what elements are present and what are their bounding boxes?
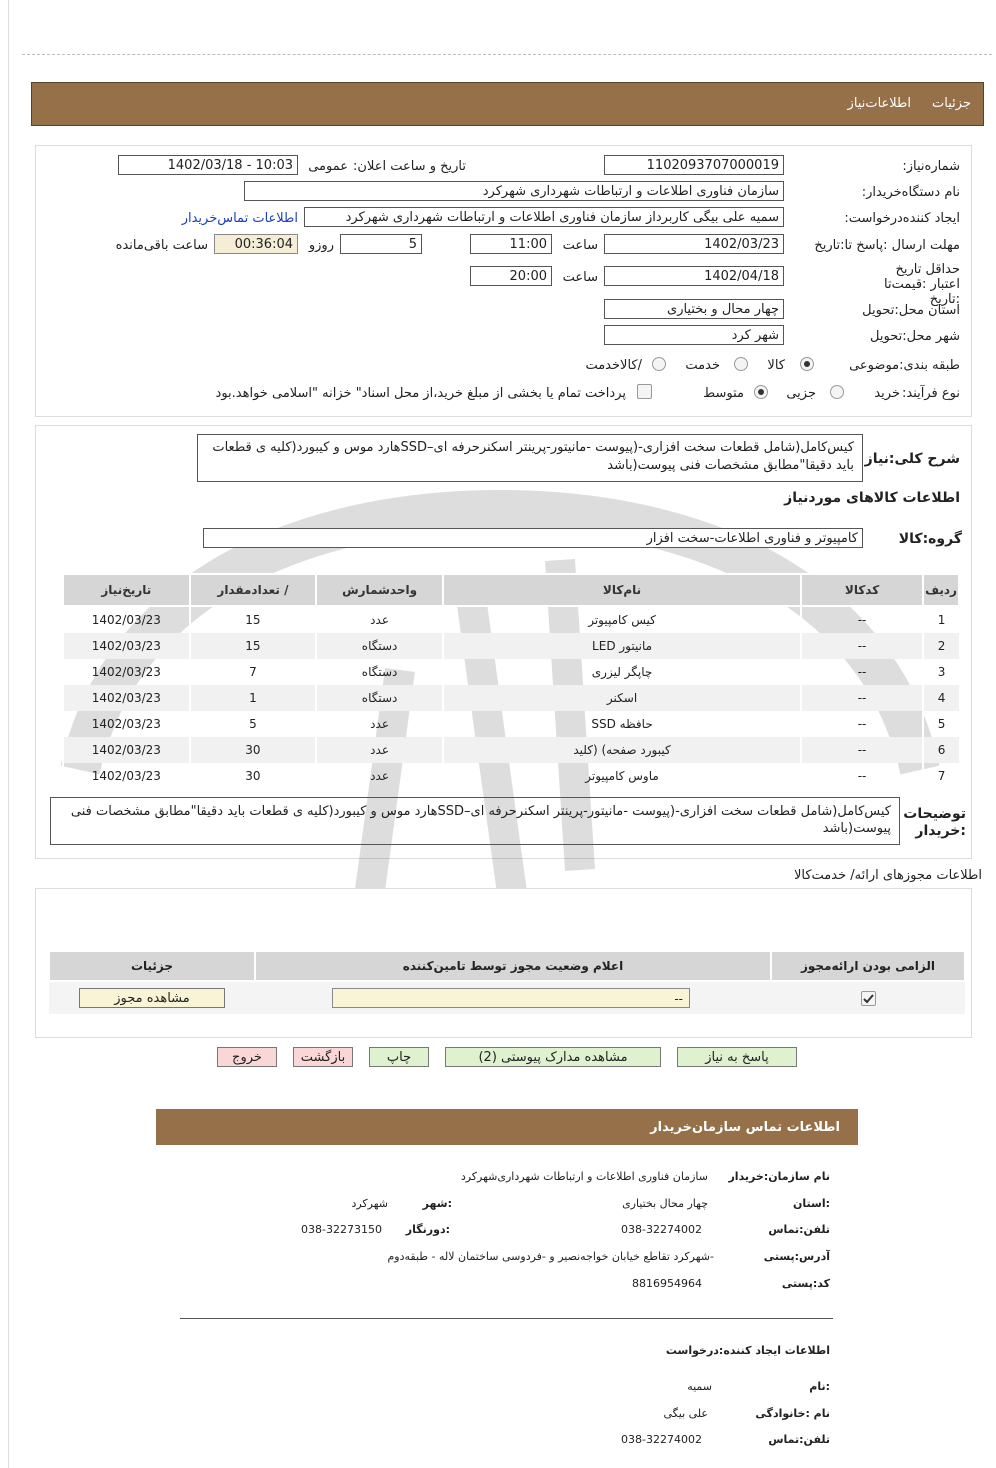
name-value: سمیه [687, 1380, 712, 1393]
cell-date: 1402/03/23 [63, 737, 190, 763]
page-left-border [8, 0, 9, 1468]
tab-info[interactable]: اطلاعات‌نیاز [847, 96, 911, 111]
required-checkbox[interactable] [861, 991, 876, 1006]
org-label: نام سازمان:خریدار [728, 1170, 830, 1183]
announce-label: تاریخ و ساعت اعلان: [353, 159, 466, 174]
cell-date: 1402/03/23 [63, 763, 190, 789]
province-field: چهار محال و بختیاری [604, 299, 784, 319]
need-no-field: 1102093707000019 [604, 155, 784, 175]
buyer-field: سازمان فناوری اطلاعات و ارتباطات شهرداری شهرکرد [244, 181, 784, 201]
col-name: نام‌کالا [443, 574, 801, 606]
payment-checkbox[interactable] [637, 384, 652, 399]
creator-label: ایجاد کننده‌درخواست: [844, 211, 960, 226]
cell-row: 1 [923, 606, 959, 633]
category-both-radio[interactable] [652, 357, 666, 371]
top-divider [22, 54, 992, 55]
category-goods-label: کالا [767, 358, 785, 373]
org-value: سازمان فناوری اطلاعات و ارتباطات شهرداری‌شهرکرد [460, 1170, 708, 1183]
remaining-label: ساعت باقی‌مانده [115, 238, 208, 253]
cell-qty: 5 [190, 711, 317, 737]
requester-title: اطلاعات ایجاد کننده:درخواست [665, 1344, 830, 1357]
cell-code: -- [801, 606, 923, 633]
notes-field: کیس‌کامل(شامل قطعات سخت افزاری-(پیوست -مانیتور-پرینتر اسکنرحرفه ای–SSDهارد موس و کیبورد(کلیه ی قطعات باید دقیقا"مطابق مشخصات فنی پیوست(باشد [50, 797, 900, 845]
col-row: ردیف [923, 574, 959, 606]
cell-row: 4 [923, 685, 959, 711]
license-row [49, 981, 965, 1014]
attachments-button[interactable]: مشاهده مدارک پیوستی (2) [445, 1047, 661, 1067]
days-label: روزو [308, 238, 334, 253]
process-label: نوع فرآیند: [902, 386, 960, 401]
table-row [63, 659, 959, 685]
address-value: -شهرکرد تقاطع خیابان خواجه‌نصیر و -فردوسی ساختمان لاله - طبقه‌دوم [387, 1250, 714, 1263]
col-details: جزئیات [49, 951, 255, 981]
remaining-time: 00:36:04 [214, 234, 298, 254]
process-medium-label: متوسط [703, 386, 744, 401]
table-row [63, 711, 959, 737]
process-medium-radio[interactable] [754, 385, 768, 399]
cell-name: حافظه SSD [443, 711, 801, 737]
cell-row: 7 [923, 763, 959, 789]
col-unit: واحدشمارش [316, 574, 443, 606]
validity-time: 20:00 [470, 266, 552, 286]
cell-code: -- [801, 737, 923, 763]
desc-label: شرح کلی:نیاز [864, 451, 960, 467]
rphone-label: تلفن:تماس [768, 1433, 830, 1446]
cell-date: 1402/03/23 [63, 659, 190, 685]
col-required: الزامی بودن ارائه‌مجوز [771, 951, 965, 981]
cell-date: 1402/03/23 [63, 606, 190, 633]
family-value: علی بیگی [663, 1407, 708, 1420]
need-no-label: شماره‌نیاز: [902, 159, 960, 174]
rphone-value: 038-32274002 [621, 1433, 702, 1446]
city-field: شهر کرد [604, 325, 784, 345]
license-status-field: -- [332, 988, 690, 1008]
city-c-value: شهرکرد [351, 1197, 388, 1210]
province-c-label: :استان [793, 1197, 830, 1210]
view-license-button[interactable]: مشاهده مجوز [79, 988, 225, 1008]
table-row [63, 737, 959, 763]
cell-row: 3 [923, 659, 959, 685]
table-row [63, 633, 959, 659]
cell-date: 1402/03/23 [63, 711, 190, 737]
cell-qty: 30 [190, 737, 317, 763]
print-button[interactable]: چاپ [369, 1047, 429, 1067]
cell-name: کیبورد صفحه) (کلید [443, 737, 801, 763]
cell-unit: عدد [316, 606, 443, 633]
buyer-contact-link[interactable]: اطلاعات تماس‌خریدار [181, 211, 298, 226]
cell-name: اسکنر [443, 685, 801, 711]
cell-code: -- [801, 711, 923, 737]
goods-group-field: کامپیوتر و فناوری اطلاعات-سخت افزار [203, 528, 863, 548]
category-goods-radio[interactable] [800, 357, 814, 371]
notes-label: توضیحات :خریدار [903, 806, 966, 839]
table-row [63, 606, 959, 633]
cell-name: کیس کامپیوتر [443, 606, 801, 633]
cell-code: -- [801, 763, 923, 789]
deadline-time-label: ساعت [562, 238, 598, 253]
cell-row: 6 [923, 737, 959, 763]
category-label: طبقه بندی:موضوعی [849, 358, 960, 373]
col-qty: / تعدادمقدار [190, 574, 317, 606]
license-title: اطلاعات مجوزهای ارائه/ خدمت‌کالا [793, 868, 982, 883]
cell-unit: دستگاه [316, 685, 443, 711]
col-code: کدکالا [801, 574, 923, 606]
desc-field: کیس‌کامل(شامل قطعات سخت افزاری-(پیوست -مانیتور-پرینتر اسکنرحرفه ای–SSDهارد موس و کیبورد(کلیه ی قطعات باید دقیقا"مطابق مشخصات فنی پیوست(باشد [197, 434, 863, 482]
cell-row: 5 [923, 711, 959, 737]
tab-details[interactable]: جزئیات [932, 96, 971, 111]
deadline-label: مهلت ارسال :پاسخ تا:تاریخ [814, 238, 960, 253]
goods-table-header [63, 574, 959, 606]
table-row [63, 685, 959, 711]
days-field: 5 [340, 234, 422, 254]
cell-unit: عدد [316, 737, 443, 763]
cell-name: چاپگر لیزری [443, 659, 801, 685]
deadline-time: 11:00 [470, 234, 552, 254]
cell-unit: دستگاه [316, 633, 443, 659]
license-table-header [49, 951, 965, 981]
creator-field: سمیه علی بیگی کاربرداز سازمان فناوری اطلاعات و ارتباطات شهرداری شهرکرد [304, 207, 784, 227]
cell-code: -- [801, 659, 923, 685]
announce-field: 1402/03/18 - 10:03 [118, 155, 298, 175]
exit-button[interactable]: خروج [217, 1047, 277, 1067]
category-service-radio[interactable] [734, 357, 748, 371]
process-minor-label: جزیی [786, 386, 816, 401]
address-label: آدرس:پستی [763, 1250, 830, 1263]
validity-date: 1402/04/18 [604, 266, 784, 286]
category-service-label: خدمت [685, 358, 720, 373]
page-header [31, 82, 984, 126]
cell-name: ماوس کامپیوتر [443, 763, 801, 789]
contact-divider [180, 1318, 833, 1319]
cell-row: 2 [923, 633, 959, 659]
city-c-label: :شهر [422, 1197, 452, 1210]
goods-title: اطلاعات کالاهای موردنیاز [784, 490, 960, 506]
table-row [63, 763, 959, 789]
cell-qty: 15 [190, 606, 317, 633]
phone-value: 038-32274002 [621, 1223, 702, 1236]
cell-qty: 30 [190, 763, 317, 789]
goods-table [62, 573, 960, 789]
cell-date: 1402/03/23 [63, 633, 190, 659]
cell-unit: عدد [316, 763, 443, 789]
postal-value: 8816954964 [632, 1277, 702, 1290]
province-c-value: چهار محال بختیاری [622, 1197, 708, 1210]
fax-value: 038-32273150 [301, 1223, 382, 1236]
reply-button[interactable]: پاسخ به نیاز [677, 1047, 797, 1067]
cell-code: -- [801, 633, 923, 659]
license-table [48, 950, 966, 1014]
fax-label: :دورنگار [405, 1223, 450, 1236]
family-label: نام :خانوادگی [755, 1407, 830, 1420]
postal-label: کد:پستی [781, 1277, 830, 1290]
cell-qty: 7 [190, 659, 317, 685]
cell-date: 1402/03/23 [63, 685, 190, 711]
payment-note: پرداخت تمام یا بخشی از مبلغ خرید،از محل اسناد" خزانه "اسلامی خواهد.بود [215, 386, 626, 401]
contact-header [156, 1109, 858, 1145]
province-label: استان محل:تحویل [862, 303, 960, 318]
goods-group-label: گروه:کالا [898, 531, 962, 547]
cell-name: مانیتور LED [443, 633, 801, 659]
cell-unit: عدد [316, 711, 443, 737]
deadline-date: 1402/03/23 [604, 234, 784, 254]
process-minor-radio[interactable] [830, 385, 844, 399]
validity-time-label: ساعت [562, 270, 598, 285]
col-date: تاریخ‌نیاز [63, 574, 190, 606]
cell-code: -- [801, 685, 923, 711]
validity-label: حداقل تاریخ اعتبار :قیمت‌تا :تاریخ [884, 262, 960, 307]
cell-unit: دستگاه [316, 659, 443, 685]
cell-qty: 15 [190, 633, 317, 659]
announce-type: عمومی [308, 159, 348, 174]
contact-title: اطلاعات تماس سازمان‌خریدار [650, 1120, 840, 1135]
phone-label: تلفن:تماس [768, 1223, 830, 1236]
category-both-label: /کالاخدمت [585, 358, 642, 373]
process-buy-label: خرید [874, 386, 900, 401]
buyer-label: نام دستگاه‌خریدار: [861, 185, 960, 200]
back-button[interactable]: بازگشت [293, 1047, 353, 1067]
cell-qty: 1 [190, 685, 317, 711]
col-status: اعلام وضعیت مجوز توسط تامین‌کننده [255, 951, 771, 981]
name-label: :نام [809, 1380, 830, 1393]
city-label: شهر محل:تحویل [870, 329, 960, 344]
